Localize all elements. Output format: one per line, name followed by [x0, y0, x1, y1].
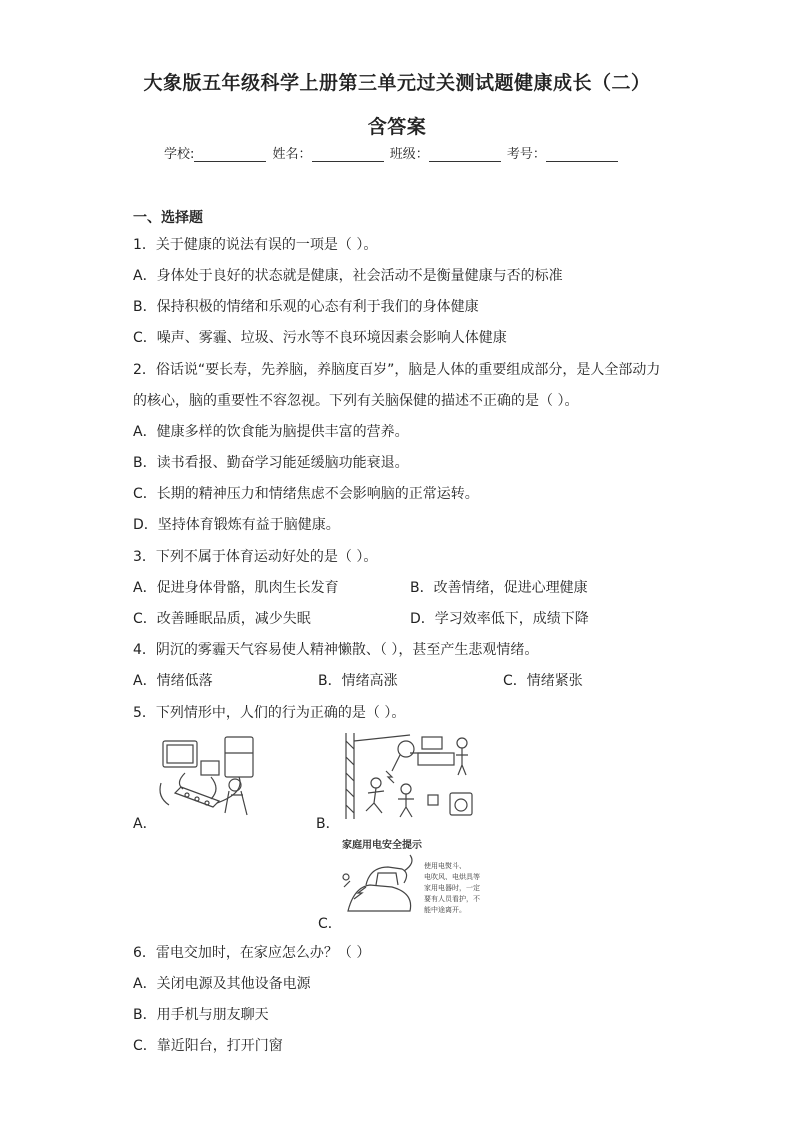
info-line	[164, 143, 620, 162]
question-2-stem: 2．俗话说“要长寿，先养脑，养脑度百岁”，脑是人体的重要组成部分，是人全部动力	[133, 362, 661, 378]
class-field[interactable]	[429, 147, 501, 162]
school-field[interactable]	[194, 147, 266, 162]
question-5-option-a[interactable]: A．	[133, 816, 157, 832]
picture-b-electric-hazards	[340, 731, 480, 823]
question-4-stem: 4．阴沉的雾霾天气容易使人精神懒散、（ ），甚至产生悲观情绪。	[133, 642, 539, 658]
question-2-option-c[interactable]: C．长期的精神压力和情绪焦虑不会影响脑的正常运转。	[133, 486, 479, 502]
name-label: 姓名：	[272, 147, 312, 162]
picture-a-overloaded-socket	[155, 733, 265, 823]
picture-c-iron	[340, 853, 420, 923]
school-label: 学校:	[164, 147, 195, 162]
exam-number-field[interactable]	[546, 147, 618, 162]
question-6-option-c[interactable]: C．靠近阳台，打开门窗	[133, 1038, 283, 1054]
question-3-option-a[interactable]: A．促进身体骨骼，肌肉生长发育	[133, 580, 339, 596]
question-3-stem: 3．下列不属于体育运动好处的是（ ）。	[133, 549, 378, 565]
question-5-stem: 5．下列情形中，人们的行为正确的是（ ）。	[133, 705, 406, 721]
question-2-option-b[interactable]: B．读书看报、勤奋学习能延缓脑功能衰退。	[133, 455, 409, 471]
question-3-option-d[interactable]: D．学习效率低下，成绩下降	[410, 611, 589, 627]
poster-text-line: 要有人员看护，不	[424, 895, 480, 903]
poster-title: 家庭用电安全提示	[342, 840, 422, 851]
class-label: 班级：	[389, 147, 429, 162]
question-6-option-a[interactable]: A．关闭电源及其他设备电源	[133, 976, 311, 992]
exam-number-label: 考号：	[506, 147, 546, 162]
question-4-option-b[interactable]: B．情绪高涨	[318, 673, 398, 689]
question-2-option-a[interactable]: A．健康多样的饮食能为脑提供丰富的营养。	[133, 424, 409, 440]
poster-text-line: 家用电器时，一定	[424, 884, 480, 892]
question-3-option-b[interactable]: B．改善情绪，促进心理健康	[410, 580, 588, 596]
question-5-option-c[interactable]: C．	[318, 916, 342, 932]
question-1-option-b[interactable]: B．保持积极的情绪和乐观的心态有利于我们的身体健康	[133, 299, 479, 315]
poster-text-line: 使用电熨斗、	[424, 862, 466, 870]
name-field[interactable]	[312, 147, 384, 162]
question-6-option-b[interactable]: B．用手机与朋友聊天	[133, 1007, 269, 1023]
question-4-option-c[interactable]: C．情绪紧张	[503, 673, 583, 689]
question-4-option-a[interactable]: A．情绪低落	[133, 673, 213, 689]
poster-text	[424, 861, 480, 916]
doc-title-line1: 大象版五年级科学上册第三单元过关测试题健康成长（二）	[143, 72, 651, 94]
poster-text-line: 电吹风、电烘具等	[424, 873, 480, 881]
doc-title-line2: 含答案	[367, 116, 427, 138]
question-1-stem: 1．关于健康的说法有误的一项是（ ）。	[133, 237, 378, 253]
question-1-option-c[interactable]: C．噪声、雾霾、垃圾、污水等不良环境因素会影响人体健康	[133, 330, 507, 346]
question-1-option-a[interactable]: A．身体处于良好的状态就是健康，社会活动不是衡量健康与否的标准	[133, 268, 563, 284]
poster-text-line: 能中途离开。	[424, 906, 466, 914]
section-heading: 一、选择题	[133, 210, 203, 226]
question-2-stem-cont: 的核心，脑的重要性不容忽视。下列有关脑保健的描述不正确的是（ ）。	[133, 393, 579, 409]
question-3-option-c[interactable]: C．改善睡眠品质，减少失眠	[133, 611, 311, 627]
question-5-option-b[interactable]: B．	[316, 816, 340, 832]
question-6-stem: 6．雷电交加时，在家应怎么办？（ ）	[133, 945, 371, 961]
question-2-option-d[interactable]: D．坚持体育锻炼有益于脑健康。	[133, 517, 340, 533]
